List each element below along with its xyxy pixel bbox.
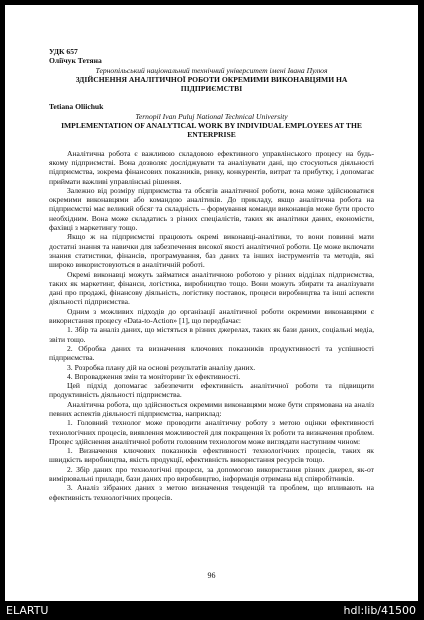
body-paragraph: Одним з можливих підходів до організації аналітичної роботи окремими виконавцями є використання процесу «Data-to-Action» [1], що передбачає: [49, 306, 374, 326]
list-item: 1. Головний технолог може проводити аналітичну роботу з метою оцінки ефективності технологічних процесів, виявлення можливостей для покращення їх роботи та визначення проблем. Процес здійснення аналітичної роботи головним технологом може виглядати наступним чином: [49, 418, 374, 446]
handle-id: hdl:lib/41500 [343, 604, 416, 617]
author-name-uk: Оліїчук Тетяна [49, 56, 102, 66]
author-name-en: Tetiana Oliichuk [49, 102, 104, 112]
page-number: 96 [207, 571, 216, 580]
list-item: 2. Збір даних про технологічні процеси, за допомогою використання різних джерел, як-от вимірювальні прилади, бази даних про виробництво, інформація отримана від співробітників. [49, 464, 374, 484]
body-paragraph: Аналітична робота є важливою складовою ефективного управлінського процесу на будь-якому підприємстві. Вона дозволяє досліджувати та аналізувати дані, що стосуються діяльності підприємства, зокрема фінансових показників, ринку, конкурентів, витрат та прибутку, і допомагає приймати важливі управлінські рішення. [49, 148, 374, 186]
list-item: 3. Аналіз зібраних даних з метою визначення тенденцій та проблем, що впливають на ефективність технологічних процесів. [49, 483, 374, 502]
paper-page [5, 5, 418, 601]
body-paragraph: Якщо ж на підприємстві працюють окремі виконавці-аналітики, то вони повинні мати достатні знання та навички для забезпечення високої якості аналітичної роботи. Це може включати знання статистики, фінансів, програмування, баз даних та інших інструментів та методів, які широко використовуються в аналітичній роботі. [49, 232, 374, 270]
list-item: 1. Визначення ключових показників ефективності технологічних процесів, таких як швидкість виробництва, якість продукції, ефективність використання ресурсів тощо. [49, 446, 374, 465]
footer-bar [0, 601, 424, 620]
list-item: 3. Розробка плану дій на основі результатів аналізу даних. [67, 362, 256, 372]
body-paragraph: Цей підхід допомагає забезпечити ефективність аналітичної роботи та підвищити продуктивність діяльності підприємства. [49, 381, 374, 400]
title-uk: ЗДІЙСНЕННЯ АНАЛІТИЧНОЇ РОБОТИ ОКРЕМИМИ ВИКОНАВЦЯМИ НА ПІДПРИЄМСТВІ [75, 74, 348, 94]
list-item: 1. Збір та аналіз даних, що містяться в різних джерелах, таких як бази даних, соціальні медіа, звіти тощо. [49, 325, 374, 344]
body-paragraph: Аналітична робота, що здійснюється окремими виконавцями може бути спрямована на аналіз певних аспектів діяльності підприємства, наприклад: [49, 399, 374, 418]
list-item: 4. Впровадження змін та моніторинг їх ефективності. [67, 371, 241, 381]
body-paragraph: Окремі виконавці можуть займатися аналітичною роботою у різних відділах підприємства, таких як маркетинг, фінанси, логістика, виробництво тощо. Вони можуть збирати та аналізувати дані про продажі, фінансову діяльність, логістику поставок, процеси виробництва та інші аспекти діяльності підприємства. [49, 269, 374, 307]
body-paragraph: Залежно від розміру підприємства та обсягів аналітичної роботи, вона може здійснюватися окремими виконавцями або командою аналітиків. До прикладу, якщо аналітична робота на підприємстві має великий обсяг та складність – формування команди виконавців може бути просто необхідним. Вона може складатись з різних спеціалістів, таких як аналітики даних, економісти, фахівці з маркетингу тощо. [49, 185, 374, 233]
affiliation-en: Ternopil Ivan Puluj National Technical University [135, 111, 288, 121]
title-en: IMPLEMENTATION OF ANALYTICAL WORK BY INDIVIDUAL EMPLOYEES AT THE ENTERPRISE [61, 121, 362, 140]
udk-code: УДК 657 [49, 47, 78, 56]
repository-name: ELARTU [6, 604, 49, 617]
affiliation-uk: Тернопільський національний технічний університет імені Івана Пулюя [95, 65, 328, 75]
body-text [49, 149, 374, 502]
list-item: 2. Обробка даних та визначення ключових показників продуктивності та успішності підприємства. [49, 343, 374, 363]
